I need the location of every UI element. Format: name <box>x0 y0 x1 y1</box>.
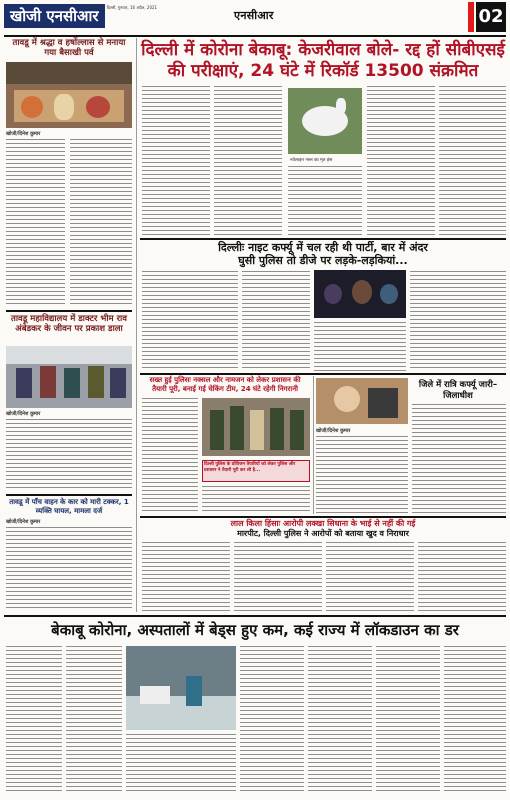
redfort-text-col4 <box>418 542 506 612</box>
story-accident-text <box>6 527 132 611</box>
naxal-text-col2 <box>202 486 310 514</box>
main-story-text-col5 <box>439 86 506 236</box>
main-story-text-col4 <box>367 86 435 236</box>
curfew-text-col2 <box>242 271 310 371</box>
curfew-party-photo <box>314 270 406 318</box>
page-number-accent <box>468 2 474 32</box>
bottom-text-col4 <box>240 646 304 794</box>
curfew-headline-line2: घुसी पुलिस तो डीजे पर लड़के-लड़कियां... <box>238 254 408 267</box>
story-baisakhi-text-col2 <box>70 139 132 307</box>
naxal-text-col1 <box>142 398 198 514</box>
bottom-text-col5 <box>308 646 372 794</box>
redfort-text-col3 <box>326 542 414 612</box>
story-divider <box>6 310 132 312</box>
naxal-photo <box>202 398 310 456</box>
main-story-photo <box>288 88 362 154</box>
redfort-headline-line1: लाल किला हिंसाः आरोपी लक्खा सिधाना के भाई से नहीं की गई <box>230 519 416 528</box>
bottom-text-col6 <box>376 646 440 794</box>
left-column-divider <box>136 38 137 612</box>
edition-date: गाज़ियाबाद, दिल्ली, गुरुवार, 16 अप्रैल, 2021 <box>88 5 158 10</box>
brand-logo: खोजी एनसीआर <box>4 4 105 28</box>
main-headline-line2: की परीक्षाएं, 24 घंटे में रिकॉर्ड 13500 संक्रमित <box>167 61 479 81</box>
redfort-text-col1 <box>142 542 230 612</box>
curfew-headline-line1: दिल्लीः नाइट कर्फ्यू में चल रही थी पार्टी, बार में अंदर <box>218 241 428 254</box>
redfort-text-col2 <box>234 542 322 612</box>
column-divider <box>313 376 314 514</box>
bottom-text-col2 <box>66 646 122 794</box>
curfew-text-col3 <box>314 322 406 371</box>
story-baisakhi-headline: तावडू में श्रद्धा व हर्षोल्लास से मनाया गया बैसाखी पर्व <box>12 38 126 58</box>
story-accident-byline: खोजी/दिनेश कुमार <box>6 519 41 525</box>
main-story-photo-caption: नवेलाइन नस्ल का मृत हंस <box>290 158 333 163</box>
story-ambedkar-text <box>6 419 132 491</box>
main-headline-line1: दिल्ली में कोरोना बेकाबू: केजरीवाल बोले- रद्द हों सीबीएसई <box>141 40 505 60</box>
bottom-text-col7 <box>444 646 506 794</box>
story-baisakhi-byline: खोजी/दिनेश कुमार <box>6 131 41 137</box>
bottom-text-col1 <box>6 646 62 794</box>
main-story-text-col1 <box>142 86 210 236</box>
hospital-photo <box>126 646 236 730</box>
story-divider <box>140 238 506 240</box>
page-number: 02 <box>476 2 506 32</box>
naxal-headline-line2: तैयारी पूरी, बनाई गई चेकिंग टीम, 24 घंटे रहेगी निगरानी <box>152 385 298 393</box>
story-divider <box>140 373 506 375</box>
section-name: एनसीआर <box>234 9 274 22</box>
bottom-headline: बेकाबू कोरोना, अस्पतालों में बेड्स हुए कम, कई राज्य में लॉकडाउन का डर <box>51 621 459 639</box>
ambedkar-photo <box>6 346 132 408</box>
masthead <box>4 2 506 37</box>
district-text-col2 <box>412 404 506 514</box>
story-divider <box>6 494 132 496</box>
main-story-text-col2 <box>214 86 282 236</box>
curfew-text-col4 <box>410 271 506 371</box>
story-divider <box>4 615 506 617</box>
naxal-headline-line1: सख्त हुई पुलिसः नक्सल और नामजन को लेकर प्रशासन की <box>149 376 301 384</box>
district-text-col1 <box>316 436 408 514</box>
story-ambedkar-byline: खोजी/दिनेश कुमार <box>6 411 41 417</box>
district-byline: खोजी/दिनेश कुमार <box>316 428 351 434</box>
naxal-quote-box: दिल्ली पुलिस के प्रोविजन तैयारियों को लेकर पुलिस और प्रशासन ने तैयारी पूरी कर ली है... <box>202 460 310 482</box>
story-ambedkar-headline: तावडू महाविद्यालय में डाक्टर भीम राव अंबेडकर के जीवन पर प्रकाश डाला <box>11 314 127 334</box>
story-baisakhi-text-col1 <box>6 139 65 307</box>
story-accident-headline: तावडू में पाँच वाहन के कार को मारी टक्कर, 1 व्यक्ति घायल, मामला दर्ज <box>9 498 129 515</box>
district-photo <box>316 378 408 424</box>
bottom-text-col3 <box>126 734 236 794</box>
redfort-headline-line2: मारपीट, दिल्ली पुलिस ने आरोपों को बताया खुद व निराधार <box>237 529 409 538</box>
curfew-text-col1 <box>142 271 238 371</box>
story-divider <box>140 516 506 518</box>
baisakhi-photo <box>6 62 132 128</box>
district-headline: जिले में रात्रि कर्फ्यू जारी–जिलाधीश <box>418 380 498 401</box>
main-story-text-col3 <box>288 166 362 236</box>
